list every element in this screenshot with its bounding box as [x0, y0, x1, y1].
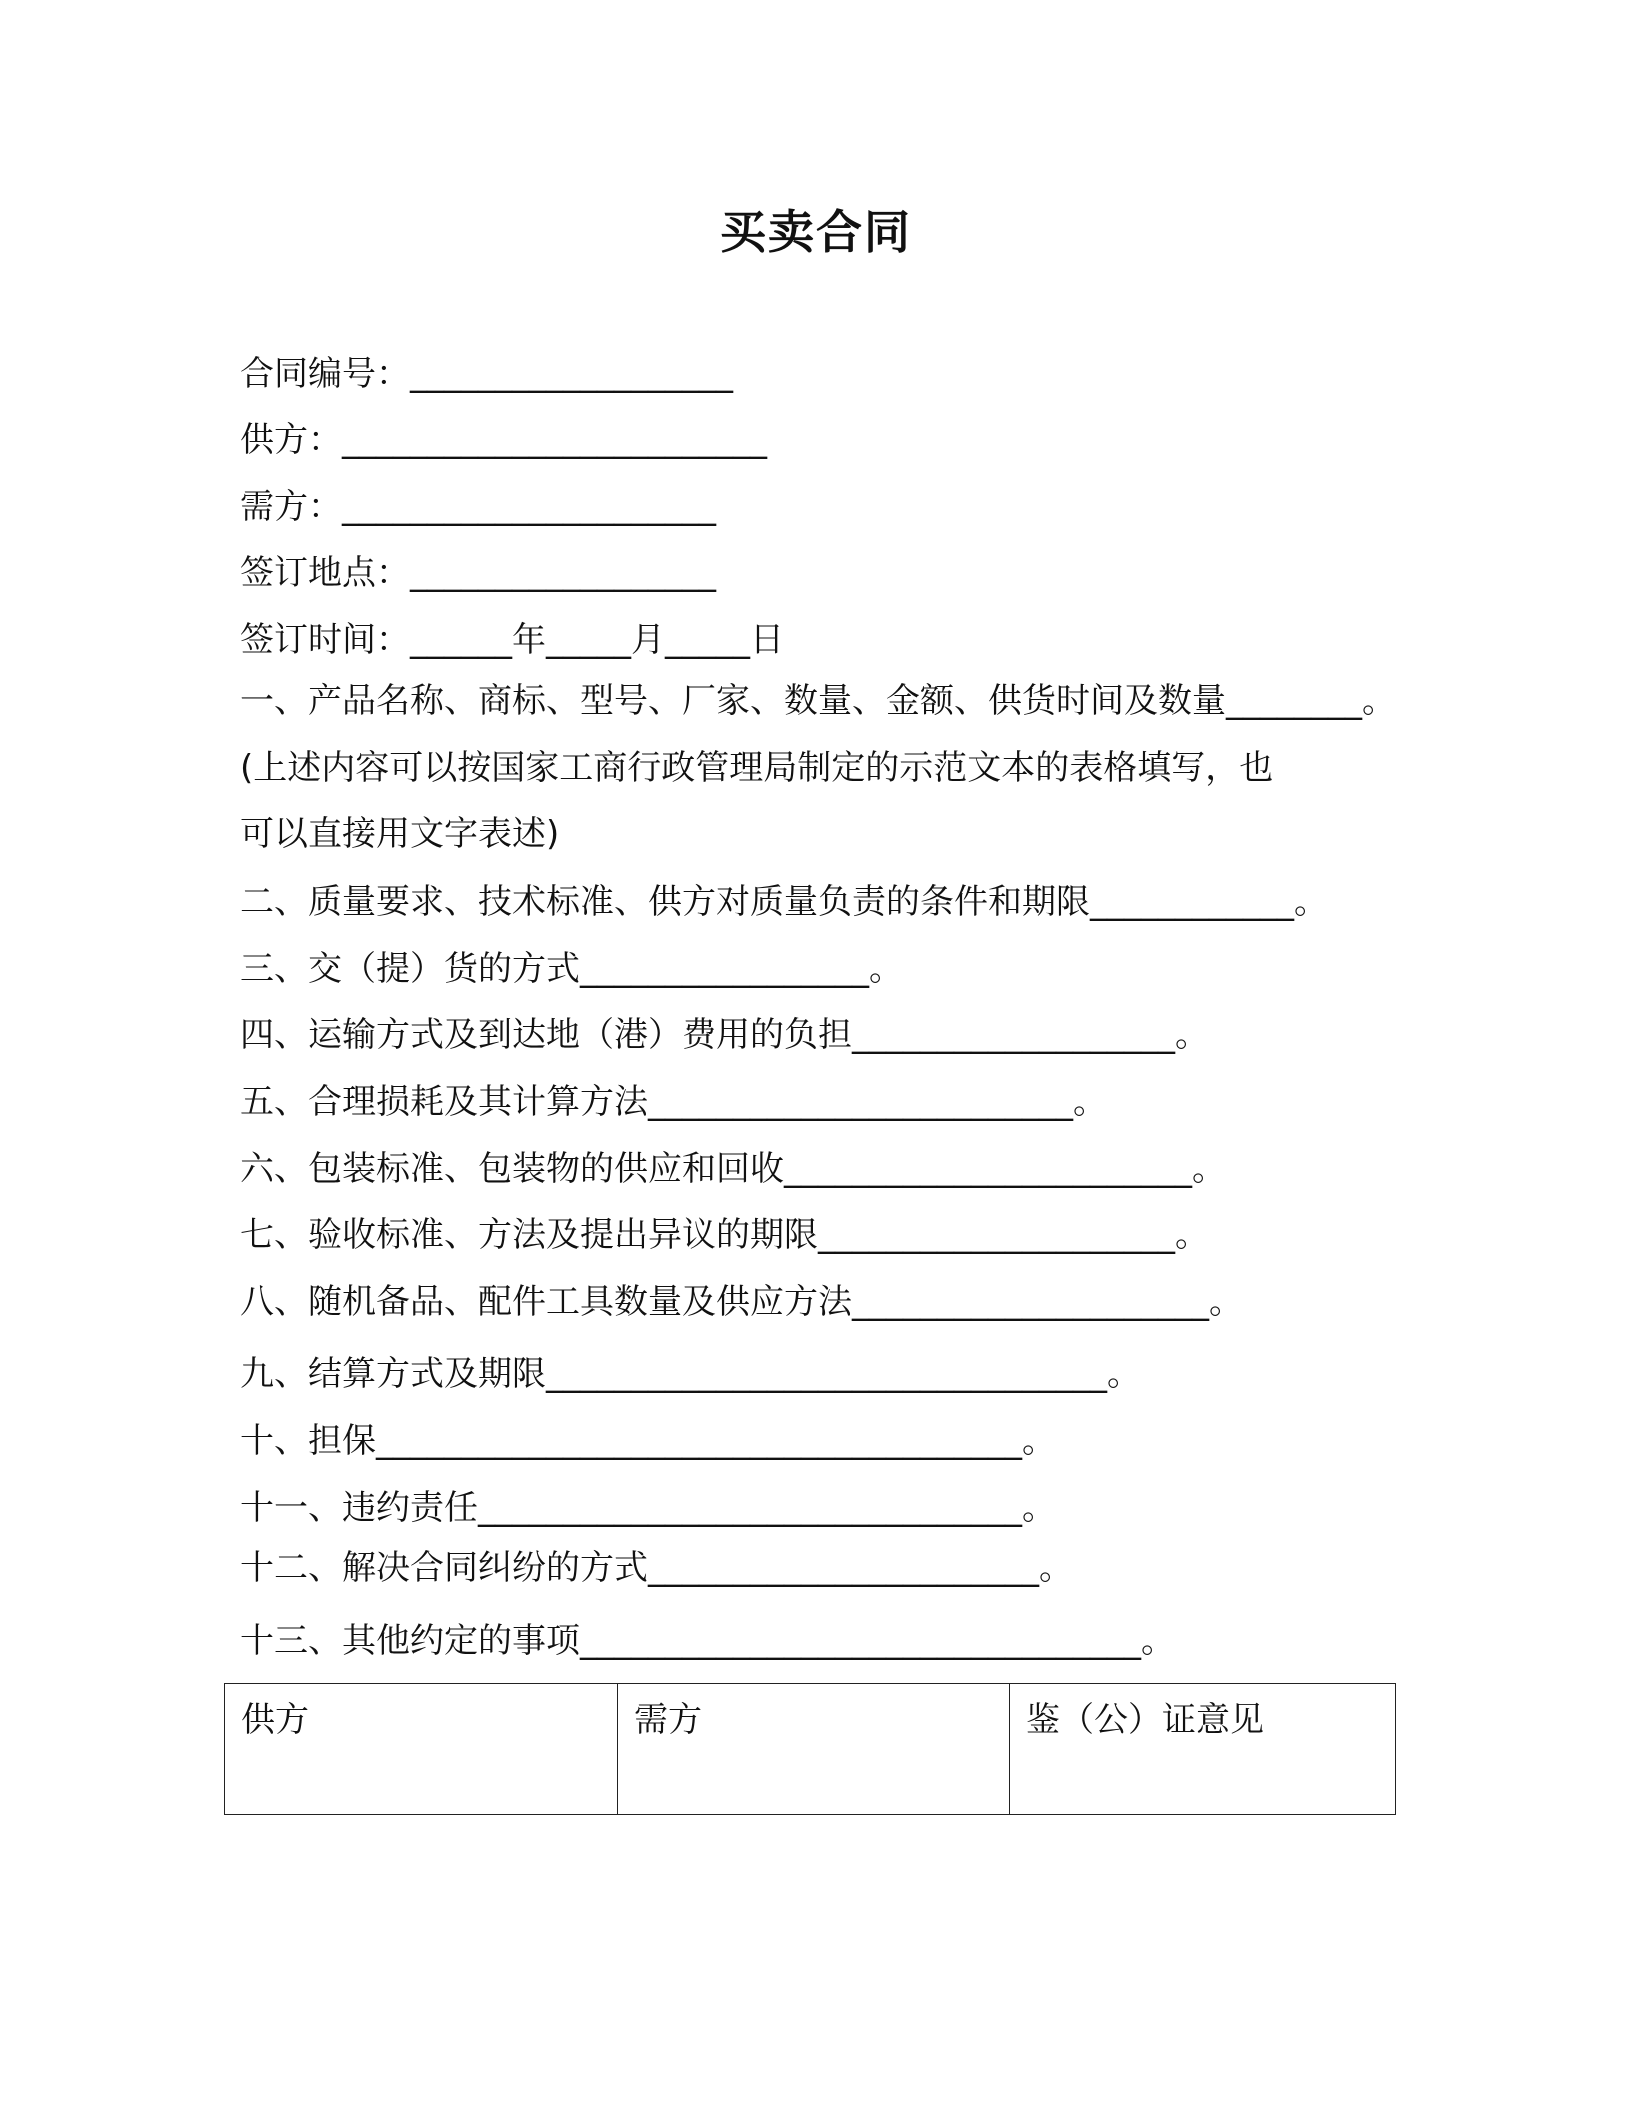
- clause-4: 四、运输方式及到达地（港）费用的负担___________________。: [240, 1015, 1209, 1055]
- clause-13: 十三、其他约定的事项_________________________________。: [240, 1621, 1175, 1661]
- clause-1: 一、产品名称、商标、型号、厂家、数量、金额、供货时间及数量________。: [240, 681, 1396, 721]
- document-title: 买卖合同: [720, 205, 912, 259]
- clause-3: 三、交（提）货的方式_________________。: [240, 949, 903, 989]
- buyer-signature-cell: 需方: [618, 1684, 1010, 1814]
- clause-10: 十、担保______________________________________。: [240, 1421, 1056, 1461]
- sign-time-field: 签订时间：______年_____月_____日: [240, 620, 784, 660]
- clause-7: 七、验收标准、方法及提出异议的期限_____________________。: [240, 1215, 1209, 1255]
- supplier-field: 供方：_________________________: [240, 420, 767, 460]
- clause-9: 九、结算方式及期限_________________________________。: [240, 1354, 1141, 1394]
- clause-5: 五、合理损耗及其计算方法_________________________。: [240, 1082, 1107, 1122]
- signature-table: [224, 1683, 1396, 1815]
- clause-11: 十一、违约责任________________________________。: [240, 1488, 1056, 1528]
- clause-8: 八、随机备品、配件工具数量及供应方法_____________________。: [240, 1282, 1243, 1322]
- clause-1-note-line-2: 可以直接用文字表述): [240, 814, 560, 854]
- clause-12: 十二、解决合同纠纷的方式_______________________。: [240, 1548, 1073, 1588]
- sign-place-field: 签订地点：__________________: [240, 553, 716, 593]
- contract-number-field: 合同编号：___________________: [240, 354, 733, 394]
- notary-opinion-cell: 鉴（公）证意见: [1026, 1700, 1264, 1740]
- clause-1-note-line-1: (上述内容可以按国家工商行政管理局制定的示范文本的表格填写，也: [240, 748, 1274, 788]
- buyer-field: 需方：______________________: [240, 487, 716, 527]
- clause-6: 六、包装标准、包装物的供应和回收________________________。: [240, 1149, 1226, 1189]
- clause-2: 二、质量要求、技术标准、供方对质量负责的条件和期限____________。: [240, 882, 1328, 922]
- supplier-signature-cell: 供方: [225, 1684, 618, 1814]
